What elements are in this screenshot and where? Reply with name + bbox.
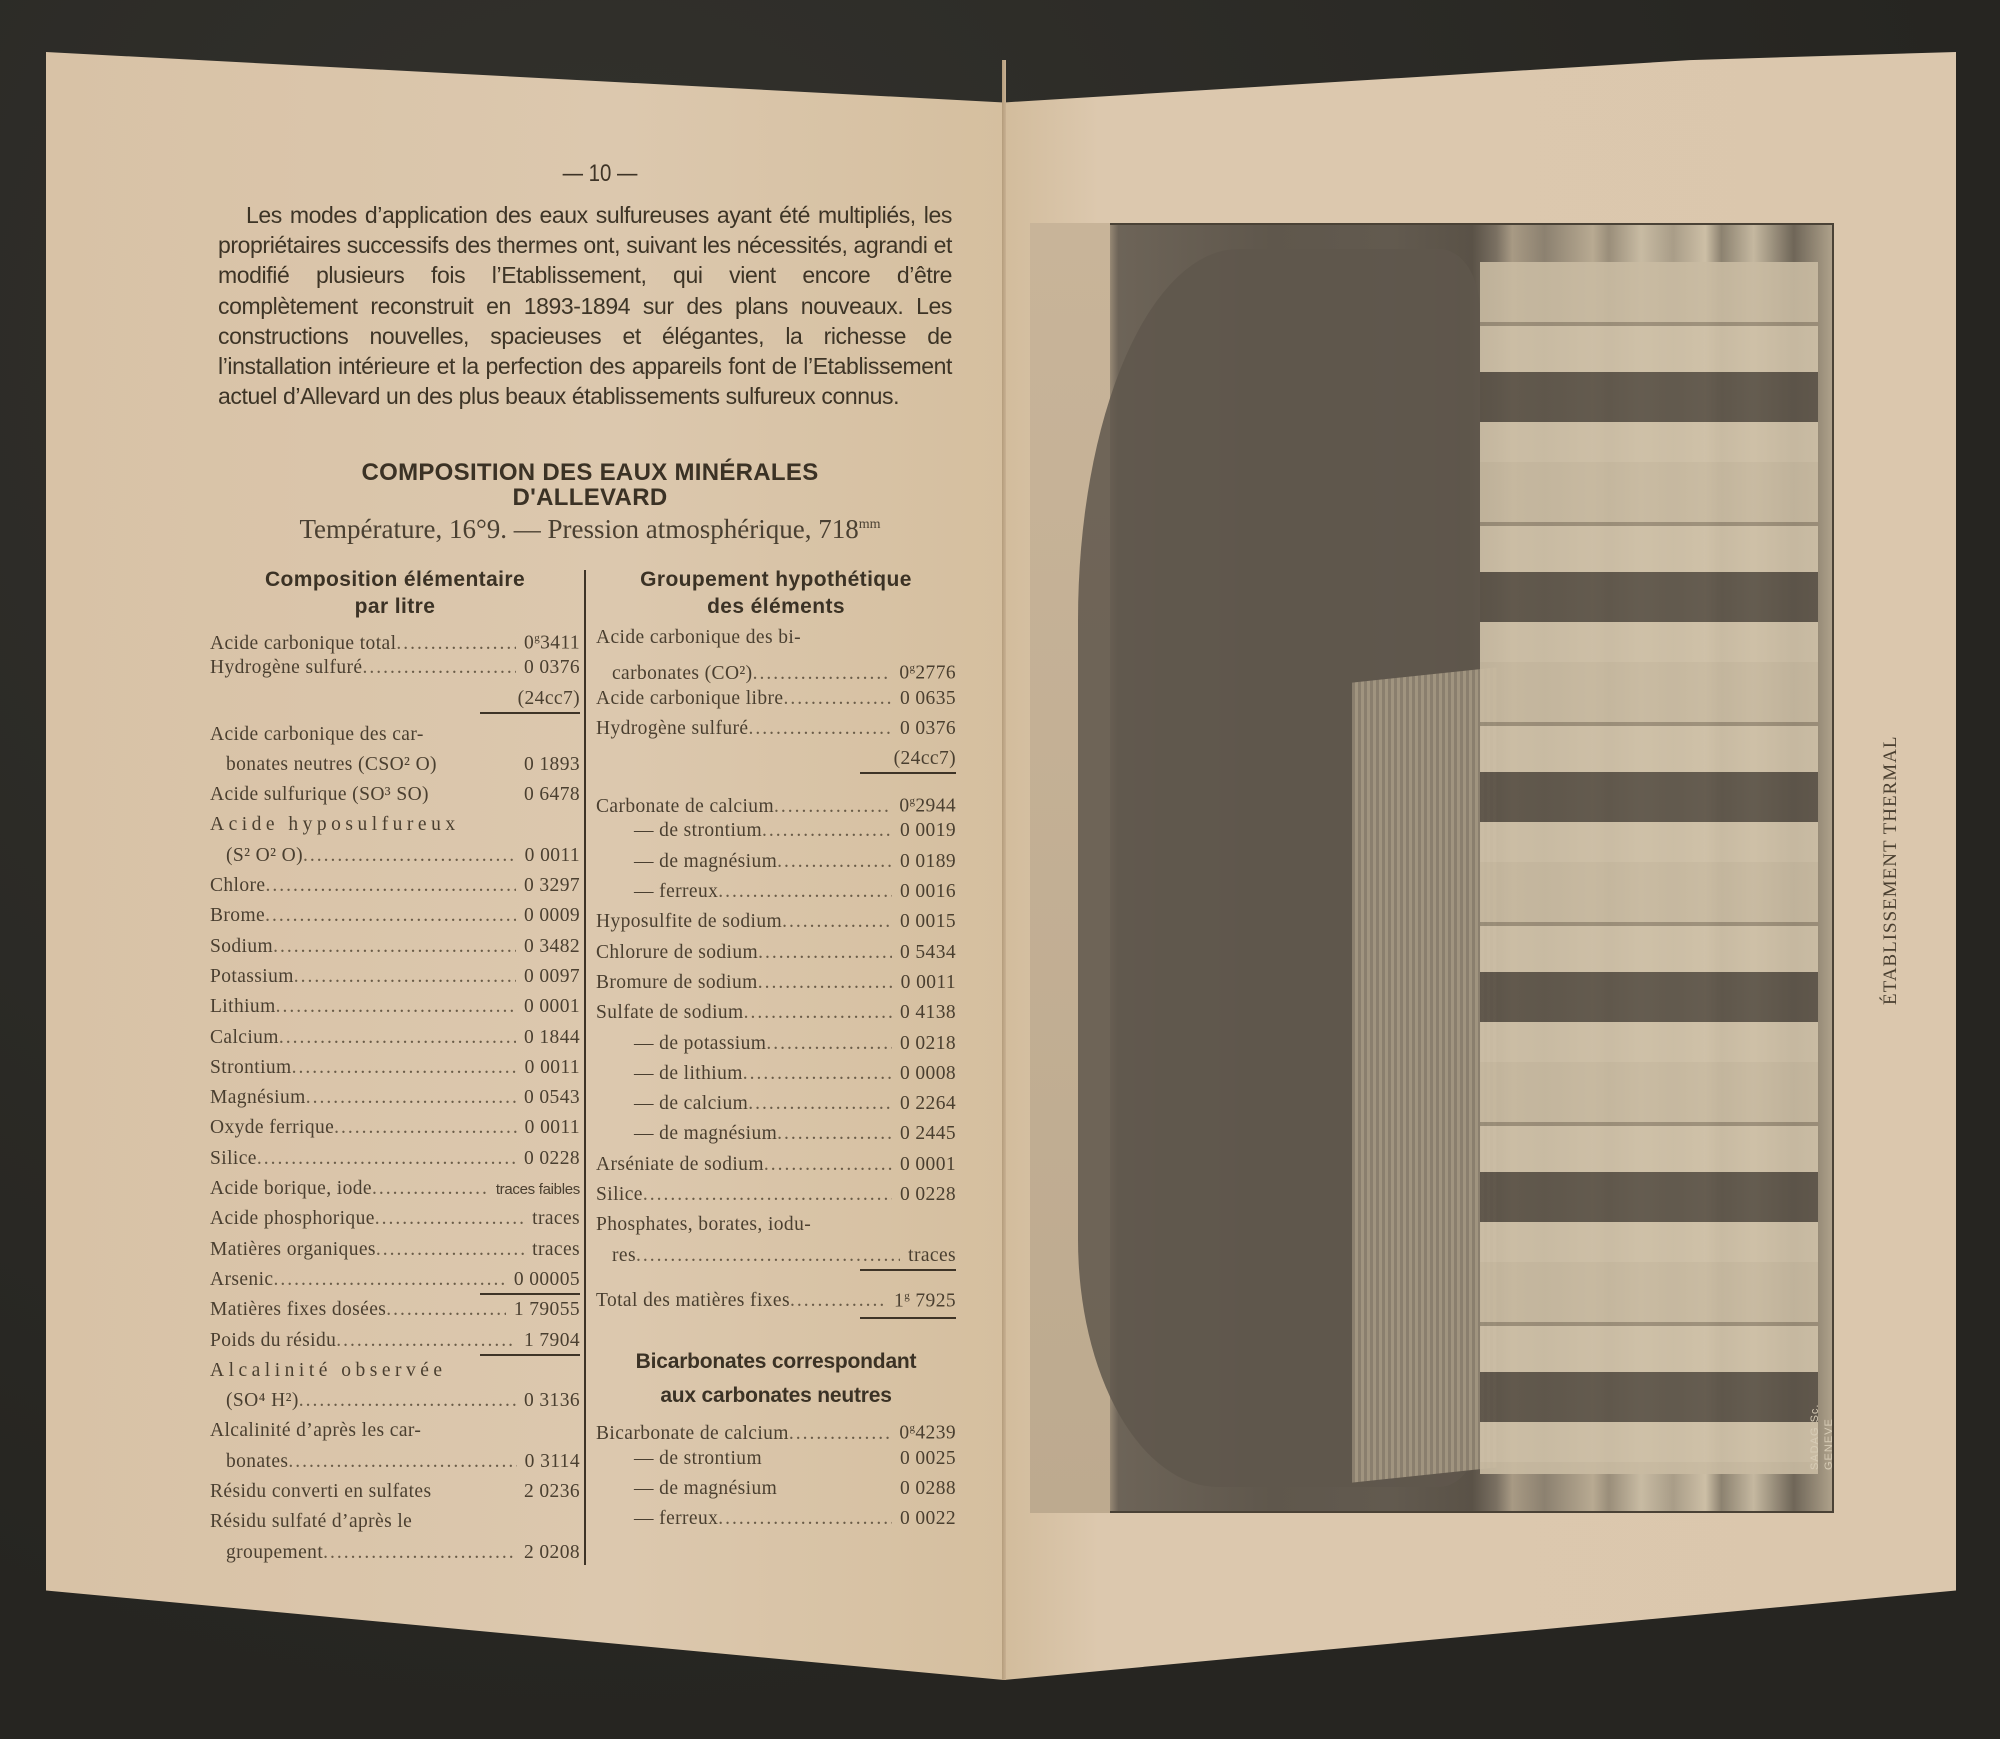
leader-dots bbox=[273, 1265, 505, 1295]
table-row bbox=[210, 1326, 580, 1356]
leader-dots bbox=[790, 1286, 886, 1316]
composition-title bbox=[220, 460, 960, 510]
row-value: 0$^g$2944 bbox=[899, 795, 956, 817]
row-label: Silice bbox=[210, 1147, 257, 1169]
row-label: Acide phosphorique bbox=[210, 1208, 375, 1230]
book-gutter bbox=[1002, 60, 1006, 1680]
row-value: 1 7904 bbox=[523, 1329, 580, 1351]
row-label: Chlorure de sodium bbox=[596, 941, 759, 963]
row-value: 0 4138 bbox=[899, 1002, 956, 1024]
row-value: traces faibles bbox=[495, 1181, 580, 1199]
table-row bbox=[210, 1204, 580, 1234]
photo-credit: SADAG Sc. GENEVE bbox=[1809, 1403, 1835, 1470]
row-label: Phosphates, borates, iodu- bbox=[596, 1214, 812, 1236]
leader-dots bbox=[376, 1235, 524, 1265]
row-value: 0 0011 bbox=[524, 1117, 580, 1139]
table-row bbox=[210, 1538, 580, 1568]
row-value: 0 0288 bbox=[899, 1477, 956, 1499]
hypothetical-grouping-column bbox=[596, 566, 956, 1534]
row-value: 1$^g$ 7925 bbox=[894, 1289, 956, 1312]
row-value: 0$^g$4239 bbox=[899, 1422, 956, 1444]
leader-dots bbox=[748, 1089, 892, 1119]
leader-dots bbox=[386, 1295, 506, 1325]
table-row bbox=[210, 1265, 580, 1295]
row-label: — de calcium bbox=[634, 1093, 749, 1115]
leader-dots bbox=[292, 1053, 517, 1083]
row-label: Acide sulfurique (SO³ SO) bbox=[210, 784, 429, 806]
table-row bbox=[596, 1210, 956, 1240]
table-row bbox=[210, 1386, 580, 1416]
column-divider bbox=[584, 570, 586, 1565]
table-row bbox=[210, 901, 580, 931]
table-row bbox=[210, 1023, 580, 1053]
row-value: 0 0011 bbox=[524, 844, 580, 866]
h2s-volume-note: (24cc7) bbox=[517, 687, 580, 709]
row-value: 0 3297 bbox=[523, 875, 580, 897]
table-row bbox=[596, 877, 956, 907]
table-row bbox=[596, 1059, 956, 1089]
row-label: Bromure de sodium bbox=[596, 971, 758, 993]
row-label: Acide carbonique libre bbox=[596, 687, 784, 709]
leader-dots bbox=[777, 1119, 892, 1149]
bicarbonates-heading bbox=[596, 1345, 956, 1413]
row-label: Résidu sulfaté d’après le bbox=[210, 1511, 413, 1533]
row-label: — ferreux bbox=[634, 881, 719, 903]
table-row bbox=[210, 1083, 580, 1113]
row-label: Arsenic bbox=[210, 1268, 274, 1290]
row-label: Alcalinité d’après les car- bbox=[210, 1420, 422, 1442]
table-row bbox=[210, 1295, 580, 1325]
leader-dots bbox=[758, 968, 893, 998]
photo-roof bbox=[1352, 667, 1497, 1482]
leader-dots bbox=[362, 653, 515, 683]
rows-group-b bbox=[596, 786, 956, 1271]
row-label: (SO⁴ H²) bbox=[226, 1390, 299, 1412]
h2s-volume-note: (24cc7) bbox=[893, 748, 956, 770]
row-value: 0 2445 bbox=[899, 1123, 956, 1145]
temperature-pressure-line bbox=[200, 514, 980, 545]
row-value: 0 0019 bbox=[899, 820, 956, 842]
row-value: 0 0635 bbox=[899, 687, 956, 709]
row-value: 0 2264 bbox=[899, 1093, 956, 1115]
table-row bbox=[210, 720, 580, 750]
row-value: 0 0097 bbox=[523, 965, 580, 987]
row-label: carbonates (CO²) bbox=[612, 662, 753, 684]
table-row bbox=[596, 938, 956, 968]
table-row bbox=[210, 1144, 580, 1174]
row-value: 0 5434 bbox=[899, 941, 956, 963]
row-label: — de strontium bbox=[634, 820, 763, 842]
row-value: 0$^g$3411 bbox=[524, 632, 580, 654]
photo-caption: ÉTABLISSEMENT THERMAL bbox=[1880, 735, 1901, 1005]
table-row bbox=[596, 623, 956, 653]
leader-dots bbox=[372, 1174, 488, 1204]
elemental-composition-heading bbox=[210, 566, 580, 620]
leader-dots bbox=[789, 1419, 891, 1449]
row-label: Oxyde ferrique bbox=[210, 1117, 335, 1139]
row-label: Bicarbonate de calcium bbox=[596, 1422, 789, 1444]
leader-dots bbox=[303, 841, 517, 871]
table-row bbox=[210, 750, 580, 780]
row-label: — de magnésium bbox=[634, 1123, 778, 1145]
table-row bbox=[596, 1119, 956, 1149]
table-row bbox=[596, 1150, 956, 1180]
row-label: Acide hyposulfureux bbox=[210, 814, 460, 836]
row-label: Acide carbonique total bbox=[210, 632, 397, 654]
row-label: — de lithium bbox=[634, 1062, 743, 1084]
table-row bbox=[596, 1241, 956, 1271]
row-label: Magnésium bbox=[210, 1087, 306, 1109]
row-value: 0 0015 bbox=[899, 911, 956, 933]
leader-dots bbox=[643, 1180, 892, 1210]
row-label: (S² O² O) bbox=[226, 844, 304, 866]
table-row bbox=[596, 847, 956, 877]
row-label: Strontium bbox=[210, 1056, 292, 1078]
row-value: 2 0236 bbox=[523, 1481, 580, 1503]
row-label: Carbonate de calcium bbox=[596, 795, 775, 817]
table-row bbox=[210, 1174, 580, 1204]
table-row bbox=[210, 1235, 580, 1265]
title-line-2: D'ALLEVARD bbox=[512, 484, 668, 511]
table-row bbox=[596, 998, 956, 1028]
row-label: bonates neutres (CSO² O) bbox=[226, 753, 437, 775]
table-row bbox=[596, 714, 956, 744]
subtitle-text: Température, 16°9. — Pression atmosphérique, 718 bbox=[299, 514, 859, 544]
total-fixed-matter-row bbox=[596, 1281, 956, 1311]
leader-dots bbox=[276, 992, 516, 1022]
leader-dots bbox=[762, 816, 892, 846]
row-label: — de potassium bbox=[634, 1032, 767, 1054]
row-label: Calcium bbox=[210, 1026, 279, 1048]
subtitle-unit: mm bbox=[858, 517, 881, 532]
row-value: 2 0208 bbox=[523, 1541, 580, 1563]
leader-dots bbox=[748, 714, 891, 744]
heading-line-1: Bicarbonates correspondant bbox=[635, 1350, 917, 1374]
page-number: — 10 — bbox=[562, 160, 638, 187]
intro-paragraph bbox=[218, 200, 952, 411]
table-row bbox=[596, 968, 956, 998]
intro-text: Les modes d’application des eaux sulfureuses ayant été multipliés, les propriétaires successifs des thermes ont, suivant les nécessités, agrandi et modifié plusieurs fois l’Etablissement, qui vient encore d’être complètement reconstruit en 1893-1894 sur des plans nouveaux. Les constructions nouvelles, spacieuses et élégantes, la richesse de l’installation intérieure et la perfection des appareils font de l’Etablissement actuel d’Allevard un des plus beaux établissements sulfureux connus. bbox=[218, 202, 952, 410]
row-label: Total des matières fixes bbox=[596, 1290, 790, 1312]
table-row bbox=[596, 653, 956, 683]
row-label: Acide borique, iode bbox=[210, 1178, 372, 1200]
table-row bbox=[596, 816, 956, 846]
row-label: Matières organiques bbox=[210, 1238, 376, 1260]
table-row bbox=[210, 992, 580, 1022]
row-value: 1 79055 bbox=[513, 1299, 580, 1321]
leader-dots bbox=[288, 1447, 516, 1477]
table-row bbox=[210, 962, 580, 992]
row-label: Sodium bbox=[210, 935, 274, 957]
row-value: 0 3136 bbox=[523, 1390, 580, 1412]
rows-group-a bbox=[210, 623, 580, 684]
table-row bbox=[596, 1089, 956, 1119]
leader-dots bbox=[257, 1144, 516, 1174]
leader-dots bbox=[766, 1029, 892, 1059]
leader-dots bbox=[758, 938, 892, 968]
row-label: — de strontium bbox=[634, 1447, 763, 1469]
table-row bbox=[210, 871, 580, 901]
row-value: 0 0011 bbox=[900, 971, 956, 993]
row-value: 0 0009 bbox=[523, 905, 580, 927]
row-label: res bbox=[612, 1244, 636, 1266]
leader-dots bbox=[744, 998, 892, 1028]
row-value: 0 0189 bbox=[899, 850, 956, 872]
row-value: 0 3482 bbox=[523, 935, 580, 957]
row-label: Lithium bbox=[210, 996, 276, 1018]
establishment-photo bbox=[1030, 223, 1834, 1513]
row-label: Acide carbonique des car- bbox=[210, 723, 424, 745]
row-value: 0 0543 bbox=[523, 1087, 580, 1109]
rows-group-c bbox=[210, 1295, 580, 1356]
table-row bbox=[210, 810, 580, 840]
rows-group-a bbox=[596, 623, 956, 744]
leader-dots bbox=[718, 877, 892, 907]
heading-line-2: des éléments bbox=[707, 595, 845, 618]
photo-building bbox=[1480, 262, 1818, 1475]
row-value: 0 0025 bbox=[899, 1447, 956, 1469]
row-value: 0$^g$2776 bbox=[899, 662, 956, 684]
row-label: groupement bbox=[226, 1541, 324, 1563]
row-label: Hydrogène sulfuré bbox=[210, 657, 363, 679]
leader-dots bbox=[782, 907, 892, 937]
table-row bbox=[210, 780, 580, 810]
table-row bbox=[210, 932, 580, 962]
row-value: 0 00005 bbox=[513, 1268, 580, 1290]
row-label: — de magnésium bbox=[634, 1477, 778, 1499]
table-row bbox=[596, 786, 956, 816]
row-label: Chlore bbox=[210, 875, 266, 897]
table-row bbox=[596, 1029, 956, 1059]
hypothetical-grouping-heading bbox=[596, 566, 956, 620]
leader-dots bbox=[306, 1083, 516, 1113]
row-label: Résidu converti en sulfates bbox=[210, 1481, 432, 1503]
row-label: Acide carbonique des bi- bbox=[596, 627, 802, 648]
heading-line-2: par litre bbox=[354, 595, 436, 618]
table-row bbox=[596, 907, 956, 937]
bicarbonate-rows bbox=[596, 1413, 956, 1534]
leader-dots bbox=[777, 847, 892, 877]
rule bbox=[860, 1317, 956, 1319]
row-value: 0 0218 bbox=[899, 1032, 956, 1054]
row-value: 0 0008 bbox=[899, 1062, 956, 1084]
row-value: 0 0022 bbox=[899, 1508, 956, 1530]
row-label: Matières fixes dosées bbox=[210, 1299, 387, 1321]
leader-dots bbox=[336, 1326, 516, 1356]
row-value: 0 0016 bbox=[899, 881, 956, 903]
heading-line-2: aux carbonates neutres bbox=[660, 1384, 892, 1408]
table-row bbox=[596, 1180, 956, 1210]
leader-dots bbox=[323, 1538, 516, 1568]
table-row bbox=[210, 1447, 580, 1477]
row-value: 0 1844 bbox=[523, 1026, 580, 1048]
row-value: 0 0001 bbox=[899, 1153, 956, 1175]
leader-dots bbox=[334, 1113, 517, 1143]
row-value: 0 1893 bbox=[523, 753, 580, 775]
heading-line-1: Groupement hypothétique bbox=[640, 568, 912, 591]
row-value: 0 0011 bbox=[524, 1056, 580, 1078]
row-label: Sulfate de sodium bbox=[596, 1002, 744, 1024]
row-value: 0 0228 bbox=[899, 1184, 956, 1206]
table-row bbox=[596, 1474, 956, 1504]
row-label: bonates bbox=[226, 1450, 289, 1472]
leader-dots bbox=[265, 901, 516, 931]
leader-dots bbox=[718, 1504, 892, 1534]
leader-dots bbox=[279, 1023, 516, 1053]
row-label: Alcalinité observée bbox=[210, 1359, 447, 1381]
row-label: Silice bbox=[596, 1184, 643, 1206]
row-label: Hyposulfite de sodium bbox=[596, 911, 783, 933]
leader-dots bbox=[294, 962, 516, 992]
table-row bbox=[596, 1413, 956, 1443]
leader-dots bbox=[743, 1059, 892, 1089]
row-value: traces bbox=[532, 1208, 580, 1230]
heading-line-1: Composition élémentaire bbox=[264, 568, 526, 591]
table-row bbox=[210, 1477, 580, 1507]
row-value: 0 0001 bbox=[523, 996, 580, 1018]
row-value: 0 0376 bbox=[899, 717, 956, 739]
row-label: Poids du résidu bbox=[210, 1329, 337, 1351]
leader-dots bbox=[783, 684, 891, 714]
row-label: Arséniate de sodium bbox=[596, 1153, 764, 1175]
row-label: Hydrogène sulfuré bbox=[596, 717, 749, 739]
row-value: traces bbox=[908, 1244, 956, 1266]
table-row bbox=[596, 1504, 956, 1534]
row-value: 0 0228 bbox=[523, 1147, 580, 1169]
table-row bbox=[210, 1416, 580, 1446]
elemental-composition-column bbox=[210, 566, 580, 1568]
leader-dots bbox=[273, 932, 516, 962]
row-label: — de magnésium bbox=[634, 850, 778, 872]
title-line-1: COMPOSITION DES EAUX MINÉRALES bbox=[361, 459, 819, 486]
table-row bbox=[210, 1053, 580, 1083]
rows-group-d bbox=[210, 1356, 580, 1568]
row-label: — ferreux bbox=[634, 1508, 719, 1530]
table-row bbox=[596, 684, 956, 714]
table-row bbox=[210, 653, 580, 683]
leader-dots bbox=[299, 1386, 516, 1416]
table-row bbox=[210, 1507, 580, 1537]
table-row bbox=[210, 841, 580, 871]
row-value: traces bbox=[532, 1238, 580, 1260]
row-label: Potassium bbox=[210, 965, 294, 987]
rows-group-b bbox=[210, 720, 580, 1296]
leader-dots bbox=[265, 871, 515, 901]
row-value: 0 6478 bbox=[523, 784, 580, 806]
row-label: Brome bbox=[210, 905, 266, 927]
leader-dots bbox=[375, 1204, 524, 1234]
row-value: 0 3114 bbox=[524, 1450, 580, 1472]
table-row bbox=[210, 1356, 580, 1386]
leader-dots bbox=[636, 1241, 900, 1271]
row-value: 0 0376 bbox=[523, 657, 580, 679]
leader-dots bbox=[764, 1150, 892, 1180]
table-row bbox=[210, 1113, 580, 1143]
table-row bbox=[210, 623, 580, 653]
